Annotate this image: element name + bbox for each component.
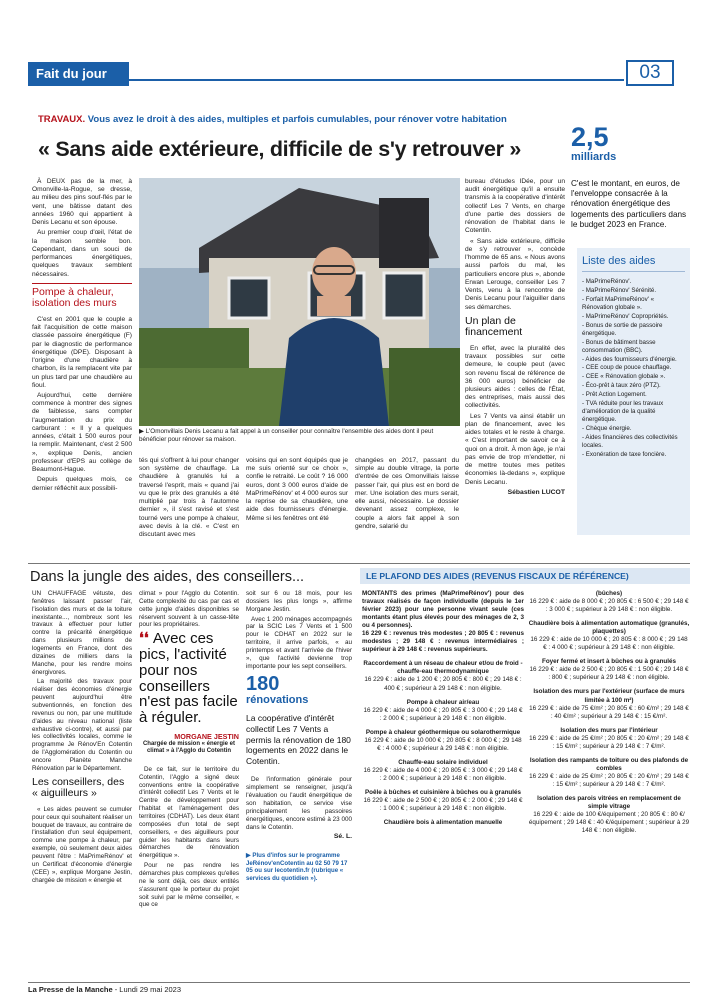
newspaper-name: La Presse de la Manche — [28, 985, 113, 994]
quote-role: Chargée de mission « énergie et climat » à l'Agglo du Cotentin — [142, 740, 236, 755]
list-item: - Forfait MaPrimeRénov' « Rénovation globale ». — [582, 295, 655, 311]
article-column-4 — [355, 457, 459, 533]
section-banner: Fait du jour — [28, 62, 129, 86]
plafond-item-heading: Isolation des parois vitrées en remplacement de simple vitrage — [537, 794, 681, 811]
plafond-item-heading: Isolation des rampants de toiture ou des plafonds de combles — [529, 756, 689, 772]
plafond-item-rates: 16 229 € : aide de 10 000 € ; 20 805 € : 8 000 € ; 29 148 € : 4 000 € ; supérieur à 29 148 € : non éligible. — [364, 736, 522, 752]
plafond-item-rates: 16 229 € : aide de 100 €/équipement ; 20 805 € : 80 €/équipement ; 29 148 € : 40 €/équipement ; supérieur à 29 148 € : non éligible. — [528, 811, 690, 835]
paragraph: La majorité des travaux pour réaliser des économies d'énergie peuvent aujourd'hui être subventionnés, en fonction des revenus ou non, par une multitude d'aides au niveau national (liste exhaustive ci-contre), et aussi par les collectivités locales, comme le programme Je Rénov'En Cotentin de l'Agglomération du Cotentin ou encore Planète Manche Rénovation par le Département. — [32, 678, 132, 772]
quote-author: MORGANE JESTIN — [174, 731, 239, 741]
paragraph: changées en 2017, passant du simple au double vitrage, la porte d'entrée de ces Omonvillais laisse passer l'air, qui plus est en bord de mer. Une isolation des murs serait, elle aussi, nécessaire. Le dossier devenant assez complexe, le couple a alors fait appel à son gendre, salarié du — [355, 457, 459, 530]
page-number: 03 — [626, 60, 674, 86]
caption-text: L'Omonvillais Denis Lecanu a fait appel à un conseiller pour connaître l'ensemble des aides dont il peut bénéficier pour rénover sa maison. — [139, 428, 434, 443]
paragraph: « Les aides peuvent se cumuler pour ceux qui souhaitent réaliser un bouquet de travaux, au contraire de l'installation d'un seul équipement, comme une pompe à chaleur, par exemple, où seulement deux aides peuvent l'être : MaPrimeRénov' et un Certificat d'économie d'énergie (CEE) », explique Morgane Jestin, chargée de mission « énergie et — [32, 805, 132, 884]
paragraph: Les 7 Vents va ainsi établir un plan de financement, avec les aides totales et le reste à charge. « C'est important de savoir ce à quoi on a droit. À mon âge, je n'ai pas envie de trop m'endetter, ni de mettre toutes mes petites économies là-dedans », explique Denis Lecanu. — [465, 412, 565, 486]
list-item: - Bonus de sortie de passoire énergétique. — [582, 321, 663, 337]
paragraph: C'est en 2001 que le couple a fait l'acquisition de cette maison classée passoire énergétique (F) par le diagnostic de performance énergétique (DPE). Disposant à l'origine d'une chaudière à charbon, ils la remplacent vite par un plus tard par une chaudière au fioul. — [32, 315, 132, 389]
subhead: Les conseillers, des « aiguilleurs » — [32, 775, 125, 800]
subhead: Un plan de financement — [465, 314, 523, 339]
headline: « Sans aide extérieure, difficile de s'y retrouver » — [38, 137, 522, 161]
house-photo — [139, 178, 460, 426]
article-column-1 — [32, 178, 132, 495]
plafond-intro-2: 16 229 € : revenus très modestes ; 20 805 € : revenus modestes ; 29 148 € : revenus intermédiaires ; supérieur à 29 148 € : revenus supérieurs. — [362, 630, 524, 654]
plafond-item-heading: Raccordement à un réseau de chaleur et/ou de froid - chauffe-eau thermodynamique — [363, 660, 523, 676]
paragraph: Pour ne pas rendre les démarches plus complexes qu'elles ne le sont déjà, ces deux entités s'assurent que le porteur du projet soit suivi par le même conseiller, « que ce — [139, 862, 239, 909]
page-footer: La Presse de la Manche - Lundi 29 mai 2023 — [28, 982, 690, 996]
stat-unit: rénovations — [246, 693, 309, 706]
list-item: - Aides des fournisseurs d'énergie. — [582, 355, 677, 363]
list-item: - TVA réduite pour les travaux d'amélioration de la qualité énergétique. — [582, 400, 664, 424]
paragraph: UN CHAUFFAGE vétuste, des fenêtres laissant passer l'air, l'isolation des murs et de la toiture inexistante..., nombreux sont les travaux à effectuer pour lutter contre la précarité énergétique dans plusieurs millions de logements en France, dont des dizaines de milliers dans la Manche, pour les rendre moins énergivores. — [32, 590, 132, 676]
signature: Sé. L. — [333, 833, 352, 841]
list-item: - Exonération de taxe foncière. — [582, 450, 667, 458]
jungle-title: Dans la jungle des aides, des conseillers... — [30, 569, 305, 585]
stat-box — [571, 124, 689, 230]
more-info-text: Plus d'infos sur le programme JeRénov'enCotentin au 02 50 79 17 05 ou sur lecotentin.fr (rubrique « services du quotidien »). — [246, 851, 348, 882]
list-item: - Éco-prêt à taux zéro (PTZ). — [582, 382, 661, 390]
plafond-item-heading: Poêle à bûches et cuisinière à bûches ou à granulés — [364, 788, 522, 796]
list-item: - Chèque énergie. — [582, 425, 632, 433]
paragraph: Avec 1 200 ménages accompagnés par la SCIC Les 7 Vents et 1 500 pour le CDHAT en 2022 sur le territoire, il arrive parfois, « au printemps et avant l'arrivée de l'hiver », que l'activité devienne trop importante pour les sept conseillers. — [246, 615, 352, 670]
photo-caption — [139, 428, 460, 444]
stat-text: C'est le montant, en euros, de l'enveloppe consacrée à la rénovation énergétique des logements des particuliers dans le budget 2023 en France. — [571, 178, 687, 229]
plafond-column-left — [362, 590, 524, 827]
kicker-tag: TRAVAUX. — [38, 114, 86, 125]
jungle-column-2 — [139, 590, 239, 911]
stat-value: 180 — [246, 672, 280, 695]
plafond-item-rates: 16 229 € : aide de 4 000 € ; 20 805 € : 3 000 € ; 29 148 € : 2 000 € ; supérieur à 29 148 € : non éligible. — [363, 706, 523, 722]
plafond-intro-text: MONTANTS des primes (MaPrimeRénov') pour des travaux réalisés de façon individuelle (depuis le 1er février 2023) pour une personne vivant seule (ces montants étant plus élevés pour des ménages de 2, 3 ou 4 personnes). — [362, 590, 524, 630]
plafond-item-rates: 16 229 € : aide de 25 €/m² ; 20 805 € : 20 €/m² ; 29 148 € : 15 €/m² ; supérieur à 29 148 € : 7 €/m². — [529, 734, 689, 750]
aides-list-box — [577, 248, 690, 535]
caption-arrow-icon: ▶ — [139, 428, 146, 435]
paragraph: Depuis quelques mois, ce dernier réfléchit aux possibili- — [32, 476, 132, 492]
paragraph: soit sur 6 ou 18 mois, pour les dossiers les plus longs », affirme Morgane Jestin. — [246, 590, 352, 613]
signature: Sébastien LUCOT — [507, 488, 565, 496]
list-item: - Bonus de bâtiment basse consommation (BBC). — [582, 338, 656, 354]
header-rule — [129, 79, 624, 81]
article-column-2 — [139, 457, 239, 541]
pull-quote — [139, 631, 239, 726]
list-item: - Aides financières des collectivités locales. — [582, 433, 678, 449]
section-divider — [28, 563, 690, 564]
aides-list-title: Liste des aides — [582, 254, 685, 272]
paragraph: Aujourd'hui, cette dernière commence à montrer des signes de faiblesse, sans compter l'augmentation du prix du carburant : « Il y a quelques années, c'était 1 500 euros pour la remplir. Maintenant, c'est 2 500 », explique Denis, ancien professeur d'EPS au collège de Beaumont-Hague. — [32, 392, 132, 474]
plafond-item-rates: 16 229 € : aide de 10 000 € ; 20 805 € : 8 000 € ; 29 148 € : 4 000 € ; supérieur à 29 148 € : non éligible. — [530, 636, 688, 652]
subhead: Pompe à chaleur, isolation des murs — [32, 283, 132, 310]
kicker-text: Vous avez le droit à des aides, multiples et parfois cumulables, pour rénover votre habitation — [87, 114, 507, 125]
paragraph: bureau d'études IDée, pour un audit énergétique qu'il a ensuite transmis à la coopérative d'intérêt collectif Les 7 Vents, en charge d'une partie des dossiers de rénovation de l'habitat dans le Cotentin. — [465, 178, 565, 235]
plafond-item-heading: Chauffe-eau solaire individuel — [398, 758, 488, 766]
plafond-item-rates: 16 229 € : aide de 2 500 € ; 20 805 € : 1 500 € ; 29 148 € : 800 € ; supérieur à 29 148 € : non éligible. — [529, 666, 689, 682]
kicker — [38, 114, 558, 126]
paragraph: À DEUX pas de la mer, à Omonville-la-Rogue, se dresse, au milieu des pins souf-flés par le vent, une bâtisse datant des années 1960 qui appartient à Denis Lecanu et son épouse. — [32, 178, 132, 227]
paragraph: tés qui s'offrent à lui pour changer son système de chauffage. La chaudière à granulés lui a traversé l'esprit, mais « quand j'ai vu que le prix des granulés a été multiplié par trois à l'automne dernier », il s'est ravisé et s'est tourné vers une pompe à chaleur, avec devis à la clé. « C'est en discutant avec mes — [139, 457, 239, 539]
publication-date: Lundi 29 mai 2023 — [119, 985, 182, 994]
quote-mark-icon: ❛❛ — [139, 630, 153, 648]
plafond-item-rates: 16 229 € : aide de 2 500 € ; 20 805 € : 2 000 € ; 29 148 € : 1 000 € ; supérieur à 29 148 € : non éligible. — [363, 797, 523, 813]
list-item: - MaPrimeRénov'. — [582, 278, 632, 286]
more-info — [246, 852, 352, 882]
paragraph: voisins qui en sont équipés que je me suis orienté sur ce choix », confie le retraité. Le coût ? 16 000 euros, dont 3 000 euros d'aide de MaPrimeRénov' et 4 000 euros sur la reprise de sa chaudière, une aide des fournisseurs d'énergie. Même si les fenêtres ont été — [246, 457, 348, 522]
paragraph: climat » pour l'Agglo du Cotentin. Cette complexité du cas par cas et cette jungle d'aides disponibles se réservent souvent à un casse-tête pour les propriétaires. — [139, 590, 239, 629]
plafond-item-heading: Chaudière bois à alimentation manuelle — [383, 819, 503, 827]
stat-value: 2,5 — [571, 122, 609, 152]
jungle-column-3 — [246, 590, 352, 882]
quote-text: Avec ces pics, l'activité pour nos conseillers n'est pas facile à réguler. — [139, 630, 238, 727]
paragraph: En effet, avec la pluralité des travaux possibles sur cette demeure, le couple peut (avec son revenu fiscal de référence de 36 000 euros) bénéficier de plusieurs aides : celles de l'État, des entreprises, mais aussi des collectivités. — [465, 344, 565, 410]
plafond-column-right — [528, 590, 690, 835]
plafond-item-heading: Chaudière bois à alimentation automatique (granulés, plaquettes) — [528, 620, 690, 636]
paragraph: Au premier coup d'œil, l'état de la maison semble bon. Cependant, dans un souci de performances énergétiques, quelques travaux semblent nécessaires. — [32, 229, 132, 278]
plafond-item-heading: Foyer fermé et insert à bûches ou à granulés — [541, 658, 677, 666]
plafond-item-heading: Pompe à chaleur air/eau — [406, 698, 480, 706]
stat-text: La coopérative d'intérêt collectif Les 7 Vents a permis la rénovation de 180 logements en 2022 dans le Cotentin. — [246, 713, 351, 766]
plafond-item-rates: 16 229 € : aide de 4 000 € ; 20 805 € : 3 000 € ; 29 148 € : 2 000 € ; supérieur à 29 148 € : non éligible. — [363, 766, 523, 782]
plafond-item-heading: Pompe à chaleur géothermique ou solarothermique — [365, 728, 521, 736]
plafond-item-rates: 16 229 € : aide de 25 €/m² ; 20 805 € : 20 €/m² ; 29 148 € : 15 €/m² ; supérieur à 29 148 € : 7 €/m². — [529, 772, 689, 788]
plafond-item-heading: Isolation des murs par l'intérieur — [560, 726, 658, 734]
list-item: - MaPrimeRénov' Copropriétés. — [582, 312, 669, 320]
article-column-5 — [465, 178, 565, 497]
list-item: - Prêt Action Logement. — [582, 391, 647, 399]
plafond-item-rates: 16 229 € : aide de 8 000 € ; 20 805 € : 6 500 € ; 29 148 € : 3 000 € ; supérieur à 29 148 € : non éligible. — [529, 598, 689, 614]
paragraph: De l'information générale pour simplement se renseigner, jusqu'à l'évaluation ou l'audit énergétique de son habitation, ce service vise principalement les passoires énergétiques, encore estimé à 23 000 dans le Cotentin. — [246, 776, 352, 831]
plafond-item-heading: (bûches) — [595, 590, 623, 597]
list-item: - CEE coup de pouce chauffage. — [582, 364, 672, 372]
house-photo-illustration — [139, 178, 460, 426]
article-column-3 — [246, 457, 348, 525]
list-item: - CEE « Rénovation globale ». — [582, 373, 666, 381]
plafond-title: LE PLAFOND DES AIDES (REVENUS FISCAUX DE RÉFÉRENCE) — [360, 568, 690, 584]
plafond-item-rates: 16 229 € : aide de 75 €/m² ; 20 805 € : 60 €/m² ; 29 148 € : 40 €/m² ; supérieur à 29 148 € : 15 €/m². — [529, 704, 689, 720]
stat-unit: milliards — [571, 151, 617, 163]
list-item: - MaPrimeRénov' Sérénité. — [582, 287, 657, 295]
plafond-item-rates: 16 229 € : aide de 1 200 € ; 20 805 € : 800 € ; 29 148 € : 400 € ; supérieur à 29 148 € : non éligible. — [364, 676, 522, 692]
arrow-icon: ▶ — [246, 851, 253, 859]
jungle-column-1 — [32, 590, 132, 886]
paragraph: « Sans aide extérieure, difficile de s'y retrouver », concède l'homme de 65 ans. « Nous avons aussi parfois du mal, les particuliers encore plus », abonde Erwan Lerouge, conseiller Les 7 Vents, venu à la rencontre de Denis Lecanu pour l'aiguiller dans ses démarches. — [465, 237, 565, 311]
plafond-item-heading: Isolation des murs par l'extérieur (surface de murs limitée à 100 m²) — [533, 688, 685, 704]
plafond-intro — [362, 590, 524, 630]
paragraph: De ce fait, sur le territoire du Cotentin, l'Agglo a signé deux conventions entre la coopérative d'intérêt collectif Les 7 Vents et le Centre de développement pour l'habitat et l'aménagement des territoires (CDHAT). Les deux étant composées d'un total de sept conseillers, « des aiguilleurs pour guider les habitants dans leurs démarches de rénovation énergétique ». — [139, 765, 239, 860]
